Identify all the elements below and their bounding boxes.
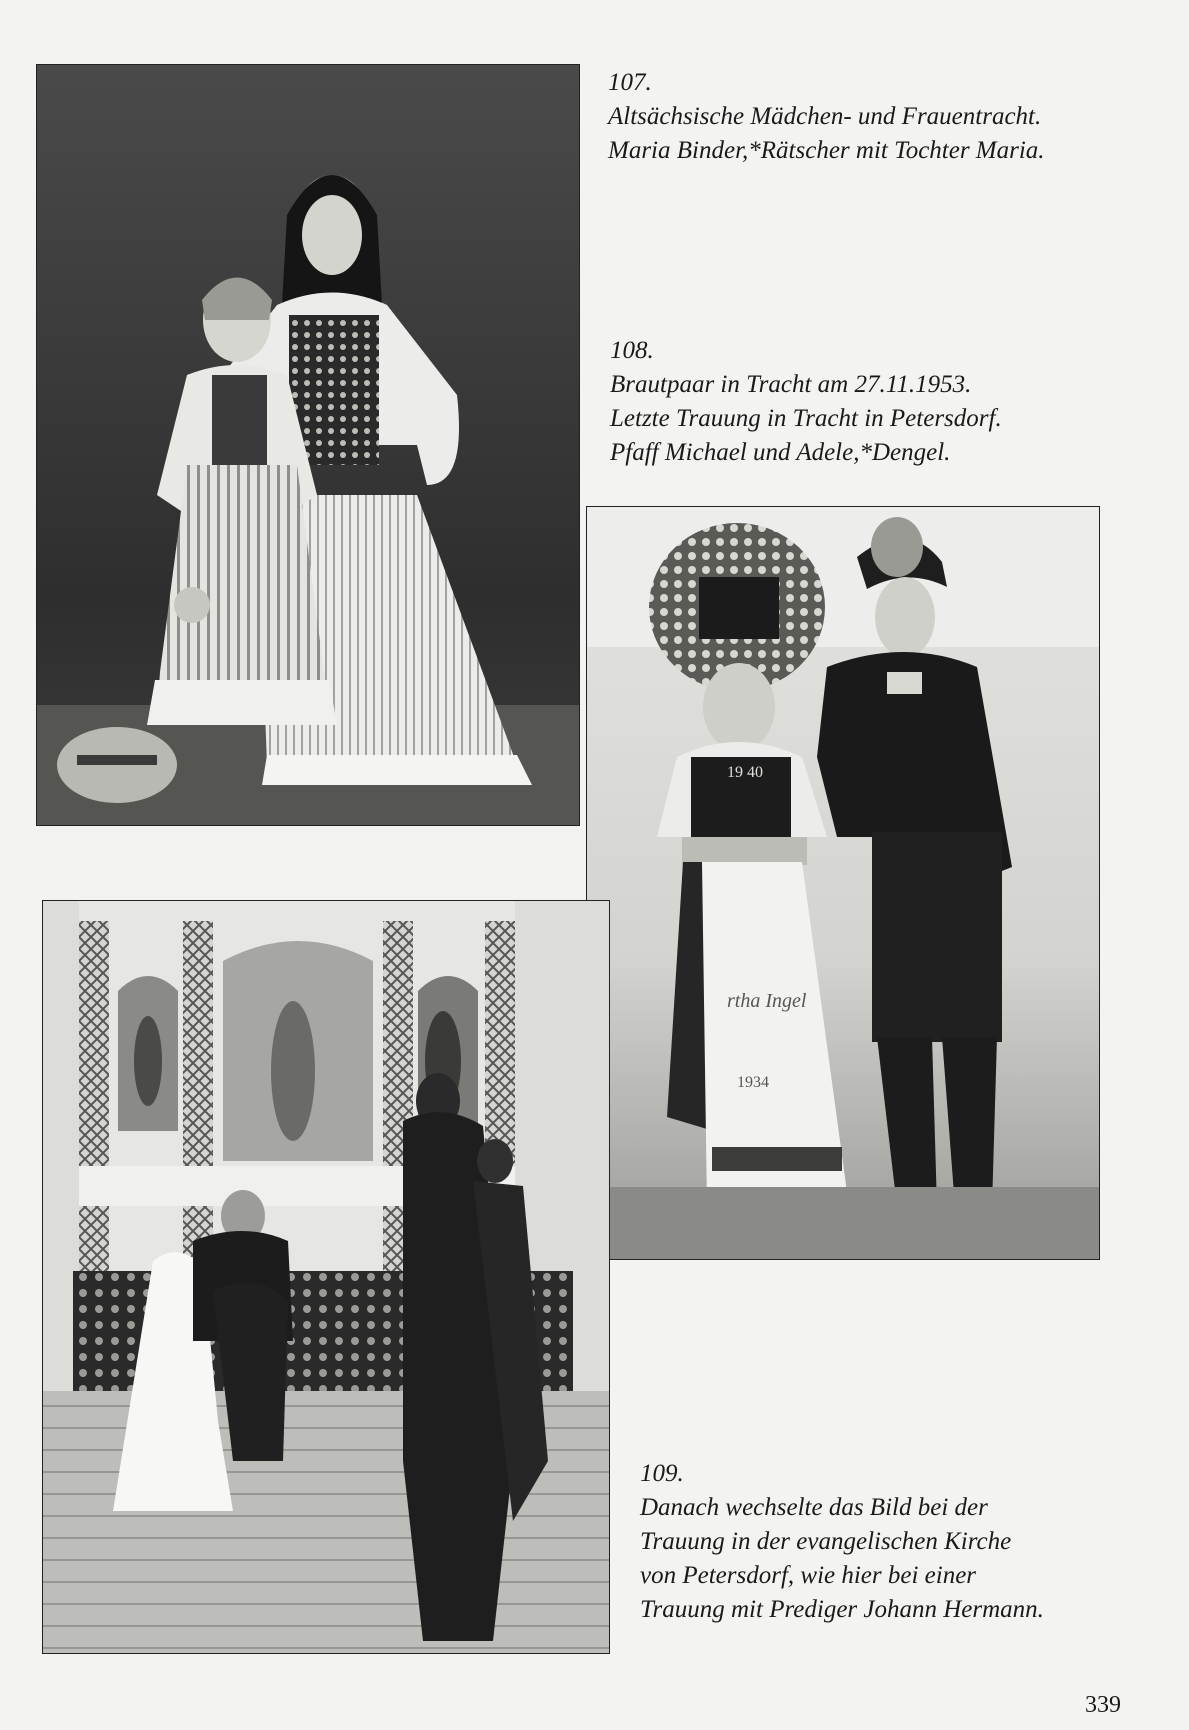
apron-year-inscription: 19 40 [727, 764, 763, 781]
caption-108-line-2: Letzte Trauung in Tracht in Petersdorf. [610, 405, 1002, 432]
photo-church-wedding [42, 900, 610, 1654]
page-number: 339 [1085, 1692, 1121, 1718]
caption-109 [640, 1457, 1044, 1627]
caption-108-line-1: Brautpaar in Tracht am 27.11.1953. [610, 371, 972, 398]
photo-mother-and-daughter [36, 64, 580, 826]
apron-name-inscription: rtha Ingel [727, 990, 807, 1012]
caption-109-line-3: von Petersdorf, wie hier bei einer [640, 1562, 977, 1589]
photo-bridal-couple [586, 506, 1100, 1260]
caption-108-line-3: Pfaff Michael und Adele,*Dengel. [610, 439, 951, 466]
caption-109-number: 109. [640, 1460, 684, 1487]
caption-108 [610, 334, 1002, 470]
caption-109-line-2: Trauung in der evangelischen Kirche [640, 1528, 1012, 1555]
caption-109-line-4: Trauung mit Prediger Johann Hermann. [640, 1596, 1044, 1623]
caption-107-line-1: Altsächsische Mädchen- und Frauentracht. [608, 103, 1042, 130]
caption-109-line-1: Danach wechselte das Bild bei der [640, 1494, 988, 1521]
apron-year-inscription-2: 1934 [737, 1074, 769, 1091]
caption-107-line-2: Maria Binder,*Rätscher mit Tochter Maria. [608, 137, 1045, 164]
caption-107 [608, 66, 1045, 168]
caption-107-number: 107. [608, 69, 652, 96]
caption-108-number: 108. [610, 337, 654, 364]
